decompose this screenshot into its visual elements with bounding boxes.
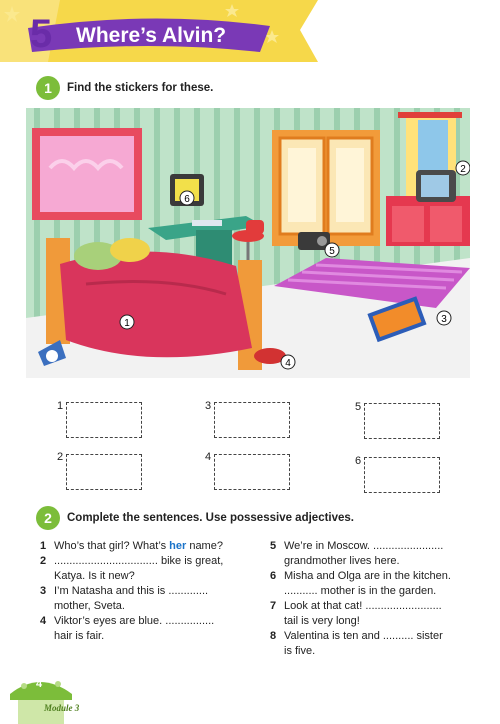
sentence-line: grandmother lives here. [284, 555, 400, 567]
bedroom-illustration [26, 108, 470, 378]
sticker-box-5[interactable] [364, 403, 440, 439]
sentence-line: We’re in Moscow. ....................... [284, 540, 444, 552]
scene-marker-1: 1 [124, 318, 130, 329]
sticker-box-1[interactable] [66, 402, 142, 438]
sentence-4[interactable] [40, 614, 262, 644]
scene-marker-4: 4 [285, 358, 291, 369]
sticker-label-5: 5 [355, 401, 362, 413]
sticker-box-3[interactable] [214, 402, 290, 438]
sentence-5[interactable] [270, 539, 475, 569]
unit-number: 5 [30, 12, 53, 56]
sticker-box-4[interactable] [214, 454, 290, 490]
sentence-1 [40, 539, 262, 554]
exercise-1-badge: 1 [36, 76, 60, 100]
scene-marker-5: 5 [329, 246, 335, 257]
sentence-line: Viktor’s eyes are blue. ................ [54, 615, 215, 627]
sticker-label-2: 2 [57, 451, 64, 463]
exercise-2-badge: 2 [36, 506, 60, 530]
sentence-text: name? [186, 540, 223, 552]
sentence-3[interactable] [40, 584, 262, 614]
sentence-number: 6 [270, 570, 277, 582]
unit-title: Where’s Alvin? [76, 24, 227, 47]
sentence-line: .................................. bike is great, [54, 555, 224, 567]
sentence-number: 1 [40, 540, 47, 552]
sticker-label-4: 4 [205, 451, 212, 463]
page-number: 4 [36, 678, 43, 690]
sentence-text: Who’s that girl? What’s [54, 540, 170, 552]
scene-marker-3: 3 [441, 314, 447, 325]
sentence-line: Misha and Olga are in the kitchen. [284, 570, 451, 582]
sentence-line: Katya. Is it new? [54, 570, 135, 582]
sentence-6[interactable] [270, 569, 475, 599]
sentence-number: 5 [270, 540, 277, 552]
sentence-line: I’m Natasha and this is ............. [54, 585, 209, 597]
sticker-label-1: 1 [57, 400, 64, 412]
sentence-number: 7 [270, 600, 277, 612]
sentence-line: ........... mother is in the garden. [284, 585, 437, 597]
sentence-line: hair is fair. [54, 630, 105, 642]
sentence-line: mother, Sveta. [54, 600, 125, 612]
example-answer: her [169, 540, 187, 552]
exercise-1-instruction: Find the stickers for these. [67, 82, 214, 94]
sentence-number: 4 [40, 615, 47, 627]
exercise-2-instruction: Complete the sentences. Use possessive adjectives. [67, 512, 354, 524]
sentence-line: is five. [284, 645, 316, 657]
sticker-label-3: 3 [205, 400, 212, 412]
sticker-box-2[interactable] [66, 454, 142, 490]
sentence-number: 8 [270, 630, 277, 642]
sentence-line: Look at that cat! ......................... [284, 600, 442, 612]
scene-marker-6: 6 [184, 194, 190, 205]
scene-marker-2: 2 [460, 164, 466, 175]
sentence-number: 2 [40, 555, 47, 567]
sentence-line: Valentina is ten and .......... sister [284, 630, 443, 642]
sentence-number: 3 [40, 585, 47, 597]
module-label: Module 3 [44, 703, 80, 713]
sticker-box-6[interactable] [364, 457, 440, 493]
sentences-right-column [270, 539, 475, 659]
sentence-2[interactable] [40, 554, 262, 584]
sentence-line: tail is very long! [284, 615, 360, 627]
sentences-left-column [40, 539, 262, 644]
sentence-8[interactable] [270, 629, 475, 659]
sentence-7[interactable] [270, 599, 475, 629]
sticker-label-6: 6 [355, 455, 362, 467]
